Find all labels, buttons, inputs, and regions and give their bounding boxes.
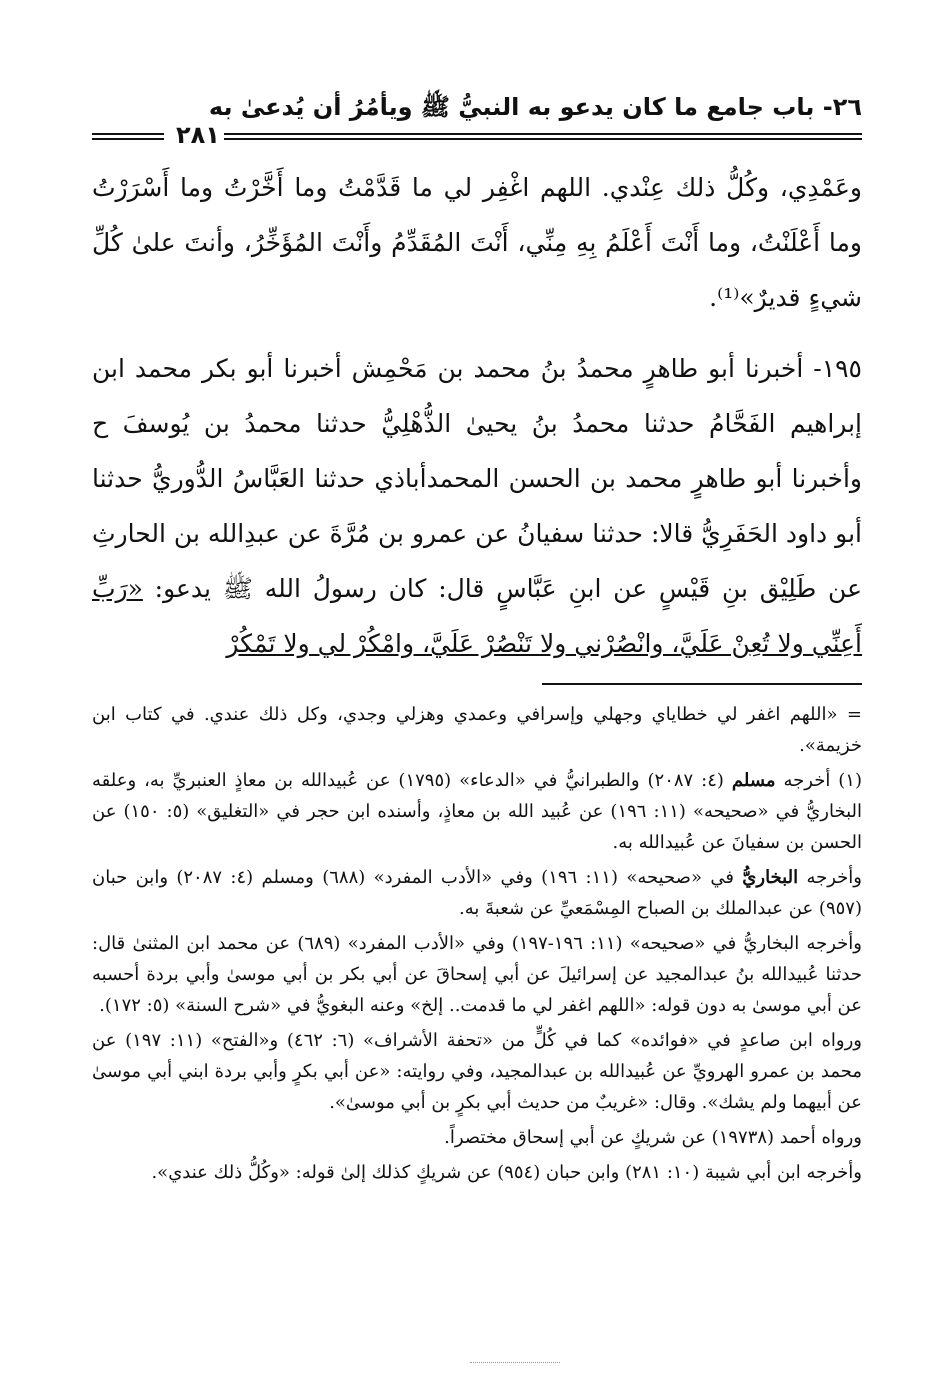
hadith-195-matn: «رَبِّ أَعِنِّي ولا تُعِنْ عَلَيَّ، وانْصُرْني ولا تَنْصُرْ عَلَيَّ، وامْكُرْ لي ولا تَمْكُرْ bbox=[92, 574, 862, 658]
footnote-1-b: وأخرجه البخاريُّ في «صحيحه» (١١: ١٩٦) وفي «الأدب المفرد» (٦٨٨) ومسلم (٤: ٢٠٨٧) وابن حبان (٩٥٧) عن عبدالملك بن الصباح المِسْمَعيِّ عن شعبةَ به. bbox=[92, 867, 862, 919]
header-double-rule-long bbox=[224, 133, 862, 140]
main-text bbox=[92, 160, 862, 671]
footnote-continuation: = «اللهم اغفر لي خطاياي وجهلي وإسرافي وعمدي وهزلي وجدي، وكل ذلك عندي. في كتاب ابن خزيمة». bbox=[92, 704, 862, 756]
footnote-1-f: وأخرجه ابن أبي شيبة (١٠: ٢٨١) وابن حبان (٩٥٤) عن شريكٍ كذلك إلىٰ قوله: «وكُلُّ ذلك عندي». bbox=[151, 1162, 862, 1183]
book-page bbox=[92, 92, 862, 1188]
footnote-1-c: وأخرجه البخاريُّ في «صحيحه» (١١: ١٩٦-١٩٧) وفي «الأدب المفرد» (٦٨٩) عن محمد ابن المثنىٰ قال: حدثنا عُبيدالله بنُ عبدالمجيد عن إسرائيلَ عن أبي إسحاقَ عن أبي بكر بن أبي موسىٰ وأبي بردة أحسبه عن أبي موسىٰ به دون قوله: «اللهم اغفر لي ما قدمت.. إلخ» وعنه البغويُّ في «شرح السنة» (٥: ١٧٢). bbox=[92, 933, 862, 1016]
footnotes bbox=[92, 699, 862, 1188]
header-rule bbox=[92, 121, 862, 149]
footnote-separator bbox=[542, 683, 862, 685]
hadith-195 bbox=[92, 341, 862, 671]
header-double-rule-short bbox=[92, 133, 164, 140]
bottom-dotted-mark bbox=[470, 1362, 560, 1363]
footnote-1-d: ورواه ابن صاعدٍ في «فوائده» كما في كُلٍّ من «تحفة الأشراف» (٦: ٤٦٢) و«الفتح» (١١: ١٩٧) عن محمد بن عمرو الهرويِّ عن عُبيدالله بن عبدالمجيد، وفي روايته: «عن أبي بكرٍ وأبي بردة ابني أبي موسىٰ عن أبيهما ولم يشك». وقال: «غريبٌ من حديث أبي بكرٍ بن أبي موسىٰ». bbox=[92, 1030, 863, 1113]
page-number: ٢٨١ bbox=[176, 121, 220, 149]
hadith-195-isnad: ١٩٥- أخبرنا أبو طاهرٍ محمدُ بنُ محمد بن مَحْمِش أخبرنا أبو بكر محمد ابن إبراهيم الفَحَّامُ حدثنا محمدُ بنُ يحيىٰ الذُّهْلِيُّ حدثنا محمدُ بن يُوسفَ ح وأخبرنا أبو طاهرٍ محمد بن الحسن المحمدأباذي حدثنا العَبَّاسُ الدُّوريُّ حدثنا أبو داود الحَفَرِيُّ قالا: حدثنا سفيانُ عن عمرو بن مُرَّةَ عن عبدِالله بن الحارثِ عن طَلِيْق بنِ قَيْسٍ عن ابنِ عَبَّاسٍ قال: كان رسولُ الله ﷺ يدعو: bbox=[92, 354, 862, 603]
footnote-1-a: (١) أخرجه مسلم (٤: ٢٠٨٧) والطبرانيُّ في «الدعاء» (١٧٩٥) عن عُبيدالله بن معاذٍ العنبريِّ به، وعلقه البخاريُّ في «صحيحه» (١١: ١٩٦) عن عُبيد الله بن معاذٍ، وأسنده ابن حجر في «التغليق» (٥: ١٥٠) عن الحسن بن سفيانَ عن عُبيدالله به. bbox=[92, 770, 862, 853]
footnote-1 bbox=[92, 765, 862, 1188]
running-title: ٢٦- باب جامع ما كان يدعو به النبيُّ ﷺ ويأمُرُ أن يُدعىٰ به bbox=[208, 93, 862, 121]
paragraph-continuation: وعَمْدِي، وكُلُّ ذلك عِنْدي. اللهم اغْفِر لي ما قَدَّمْتُ وما أَخَّرْتُ وما أَسْرَرْتُ وما أَعْلَنْتُ، وما أَنْتَ أَعْلَمُ بِهِ مِنِّي، أَنْتَ المُقَدِّمُ وأَنْتَ المُؤَخِّرُ، وأنتَ علىٰ كُلِّ شيءٍ قديرٌ»⁽¹⁾. bbox=[92, 173, 862, 312]
footnote-1-e: ورواه أحمد (١٩٧٣٨) عن شريكٍ عن أبي إسحاق مختصراً. bbox=[444, 1127, 862, 1148]
